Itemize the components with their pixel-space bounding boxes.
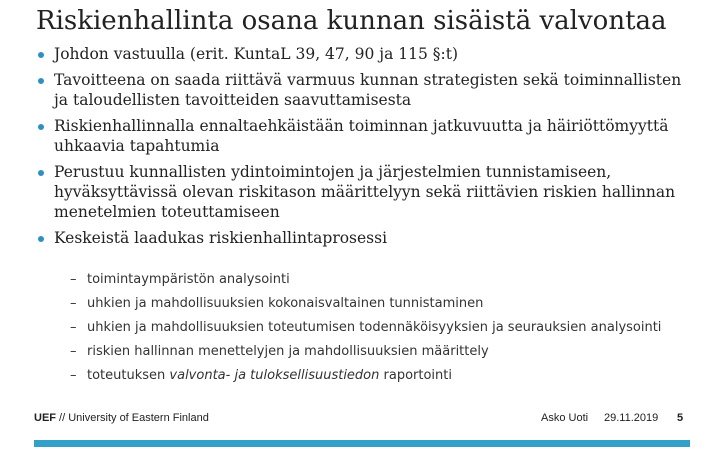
- bullet-text: Johdon vastuulla (erit. KuntaL 39, 47, 90 ja 115 §:t): [54, 45, 459, 63]
- bullet-dot-icon: [38, 124, 44, 130]
- sub-bullet-item: [70, 343, 670, 360]
- university-name: // University of Eastern Finland: [56, 412, 209, 424]
- bullet-text: Keskeistä laadukas riskienhallintaprosessi: [54, 229, 388, 247]
- bullet-dot-icon: [38, 52, 44, 58]
- bullet-text: Riskienhallinnalla ennaltaehkäistään toiminnan jatkuvuutta ja häiriöttömyyttä uhkaavia tapahtumia: [54, 117, 669, 155]
- sub-bullet-italic-text: valvonta- ja tuloksellisuustiedon: [169, 368, 380, 383]
- footer-accent-bar: [34, 440, 690, 447]
- footer-date: 29.11.2019: [604, 412, 659, 424]
- bullet-dot-icon: [38, 236, 44, 242]
- sub-bullet-text-end: raportointi: [379, 368, 452, 383]
- sub-bullet-list: [70, 271, 670, 391]
- footer-author: Asko Uoti: [541, 412, 589, 424]
- sub-bullet-text: riskien hallinnan menettelyjen ja mahdollisuuksien määrittely: [87, 344, 489, 359]
- bullet-text: Perustuu kunnallisten ydintoimintojen ja järjestelmien tunnistamiseen, hyväksyttävissä olevan riskitason määrittelyyn sekä riittävien riskien hallinnan menetelmien toteuttamiseen: [54, 163, 676, 221]
- sub-bullet-text: toimintaympäristön analysointi: [87, 272, 290, 287]
- bullet-item: [36, 116, 696, 156]
- sub-bullet-text: uhkien ja mahdollisuuksien kokonaisvaltainen tunnistaminen: [87, 296, 484, 311]
- bullet-item: [36, 162, 696, 222]
- uef-logo-text: UEF: [34, 412, 56, 424]
- dash-icon: –: [70, 344, 77, 359]
- bullet-dot-icon: [38, 78, 44, 84]
- dash-icon: –: [70, 272, 77, 287]
- footer-organization: [34, 412, 209, 424]
- dash-icon: –: [70, 320, 77, 335]
- bullet-item: [36, 70, 696, 110]
- sub-bullet-text-start: toteutuksen: [87, 368, 170, 383]
- sub-bullet-item: [70, 367, 670, 384]
- slide-title: Riskienhallinta osana kunnan sisäistä valvontaa: [36, 6, 667, 36]
- bullet-item: [36, 228, 696, 248]
- dash-icon: –: [70, 296, 77, 311]
- bullet-dot-icon: [38, 170, 44, 176]
- sub-bullet-item: [70, 271, 670, 288]
- bullet-list: [36, 44, 696, 254]
- sub-bullet-item: [70, 295, 670, 312]
- sub-bullet-text: uhkien ja mahdollisuuksien toteutumisen todennäköisyyksien ja seurauksien analysointi: [87, 320, 662, 335]
- bullet-text: Tavoitteena on saada riittävä varmuus kunnan strategisten sekä toiminnallisten ja taloudellisten tavoitteiden saavuttamisesta: [54, 71, 682, 109]
- bullet-item: [36, 44, 696, 64]
- page-number: 5: [677, 412, 684, 424]
- dash-icon: –: [70, 368, 77, 383]
- sub-bullet-item: [70, 319, 670, 336]
